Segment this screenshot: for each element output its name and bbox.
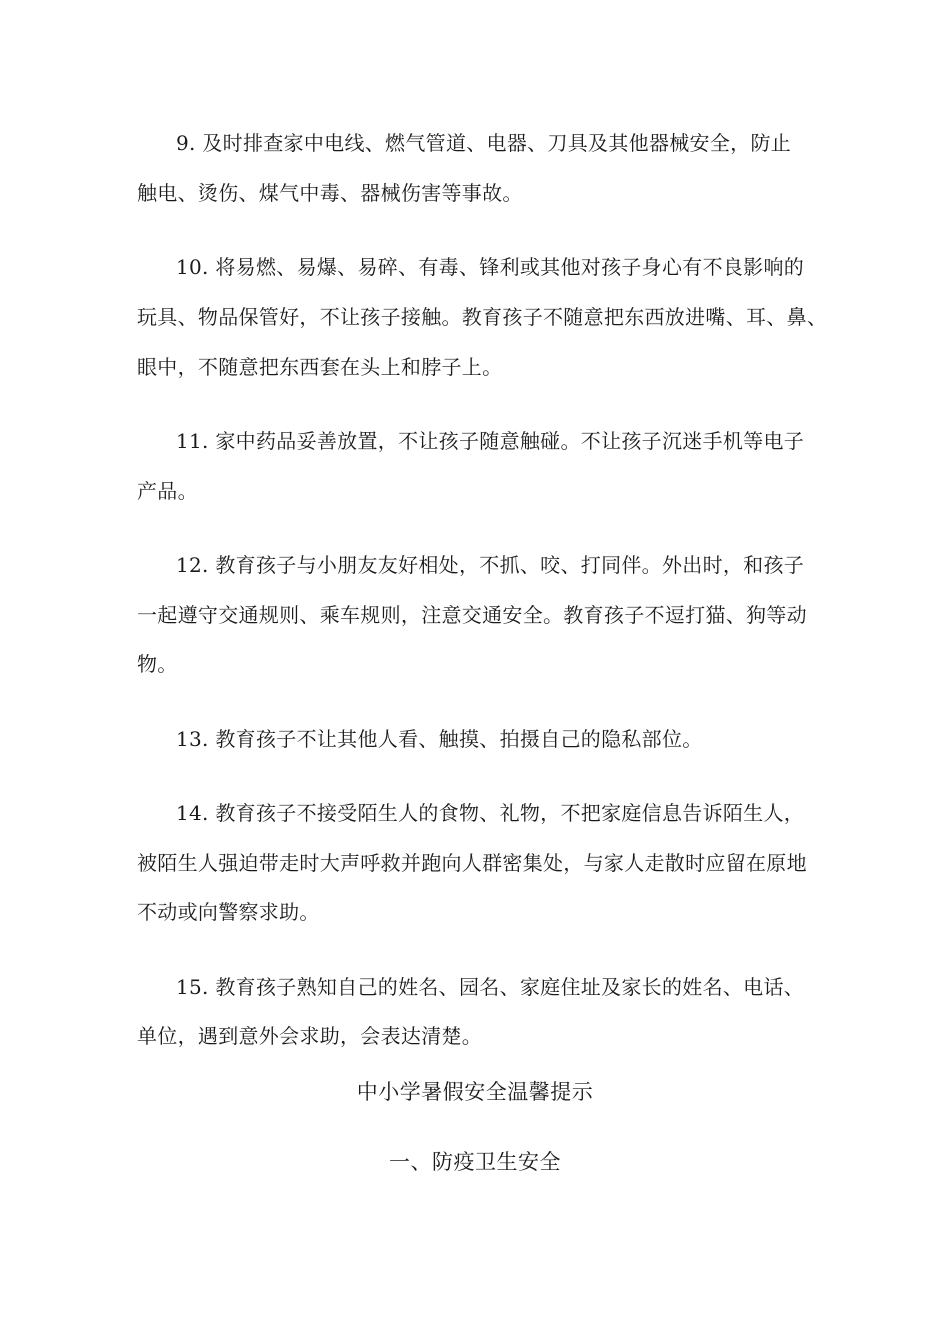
item-9-line-2: 触电、烫伤、煤气中毒、器械伤害等事故。 bbox=[137, 181, 523, 205]
item-12-line-1: 12. 教育孩子与小朋友友好相处，不抓、咬、打同伴。外出时，和孩子 bbox=[176, 553, 805, 577]
item-14-line-3: 不动或向警察求助。 bbox=[137, 900, 320, 924]
item-14-line-1: 14. 教育孩子不接受陌生人的食物、礼物，不把家庭信息告诉陌生人， bbox=[176, 801, 805, 825]
item-11-line-2: 产品。 bbox=[137, 479, 198, 503]
item-10-line-2: 玩具、物品保管好，不让孩子接触。教育孩子不随意把东西放进嘴、耳、鼻、 bbox=[137, 305, 828, 329]
item-12-line-2: 一起遵守交通规则、乘车规则，注意交通安全。教育孩子不逗打猫、狗等动 bbox=[137, 603, 807, 627]
item-13-line-1: 13. 教育孩子不让其他人看、触摸、拍摄自己的隐私部位。 bbox=[176, 727, 703, 751]
item-12-line-3: 物。 bbox=[137, 652, 178, 676]
item-11-line-1: 11. 家中药品妥善放置，不让孩子随意触碰。不让孩子沉迷手机等电子 bbox=[176, 429, 805, 453]
item-15-line-1: 15. 教育孩子熟知自己的姓名、园名、家庭住址及家长的姓名、电话、 bbox=[176, 975, 805, 999]
section-heading: 一、防疫卫生安全 bbox=[389, 1150, 561, 1174]
document-title: 中小学暑假安全温馨提示 bbox=[356, 1080, 594, 1104]
item-15-line-2: 单位，遇到意外会求助，会表达清楚。 bbox=[137, 1024, 483, 1048]
item-14-line-2: 被陌生人强迫带走时大声呼救并跑向人群密集处，与家人走散时应留在原地 bbox=[137, 851, 807, 875]
item-10-line-1: 10. 将易燃、易爆、易碎、有毒、锋利或其他对孩子身心有不良影响的 bbox=[176, 255, 805, 279]
item-10-line-3: 眼中，不随意把东西套在头上和脖子上。 bbox=[137, 355, 503, 379]
item-9-line-1: 9. 及时排查家中电线、燃气管道、电器、刀具及其他器械安全，防止 bbox=[176, 131, 792, 155]
